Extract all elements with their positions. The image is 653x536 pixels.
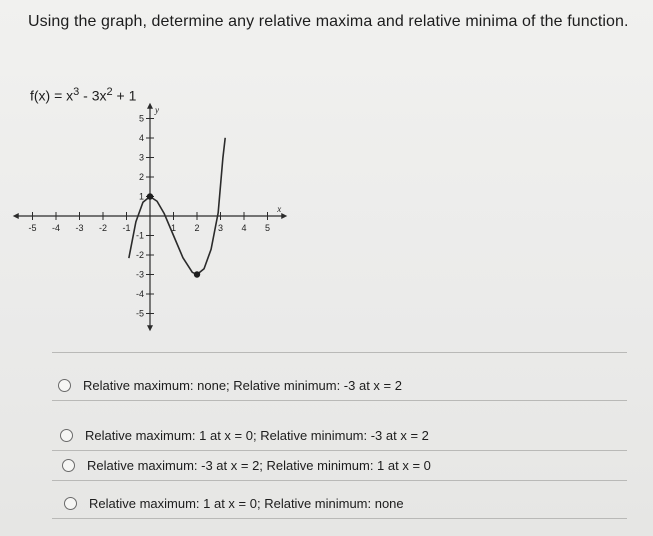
y-tick-label: 1 <box>138 191 144 202</box>
answer-option-1[interactable] <box>58 374 402 396</box>
y-axis-top-arrow <box>147 103 153 109</box>
answer-option-4-label: Relative maximum: 1 at x = 0; Relative minimum: none <box>89 495 404 511</box>
x-tick-label: 5 <box>264 223 271 233</box>
y-tick-label: -3 <box>135 269 144 280</box>
function-graph <box>28 104 282 330</box>
x-tick-label: 1 <box>170 223 177 233</box>
extremum-point <box>147 193 153 199</box>
x-axis-right-arrow <box>281 213 287 219</box>
radio-button-3[interactable] <box>62 459 75 472</box>
x-axis-label: x <box>277 204 282 214</box>
function-label <box>30 86 136 104</box>
radio-button-4[interactable] <box>64 497 77 510</box>
y-tick-label: -2 <box>135 250 144 260</box>
question-text: Using the graph, determine any relative maxima and relative minima of the function. <box>28 13 629 30</box>
answer-option-2[interactable] <box>60 424 429 446</box>
x-tick-label: 2 <box>194 223 200 233</box>
option-divider <box>52 480 627 481</box>
function-exponent-1: 3 <box>73 86 80 98</box>
y-tick-label: -5 <box>135 308 144 319</box>
y-tick-label: 2 <box>138 172 144 182</box>
option-divider <box>52 450 627 451</box>
option-divider <box>52 352 627 353</box>
answer-option-3[interactable] <box>62 454 431 476</box>
y-tick-label: 5 <box>138 113 144 124</box>
radio-button-1[interactable] <box>58 379 71 392</box>
x-tick-label: 3 <box>217 223 224 233</box>
x-tick-label: -3 <box>75 223 84 233</box>
function-middle: - 3x <box>79 87 107 104</box>
y-axis-bottom-arrow <box>147 325 153 331</box>
x-tick-label: -5 <box>28 223 37 233</box>
radio-button-2[interactable] <box>60 429 73 442</box>
y-tick-label: -1 <box>135 230 144 241</box>
option-divider <box>52 518 627 519</box>
y-axis-label: y <box>155 104 159 115</box>
answer-option-3-label: Relative maximum: -3 at x = 2; Relative minimum: 1 at x = 0 <box>87 457 431 473</box>
function-prefix: f(x) = x <box>30 87 74 104</box>
extremum-point <box>194 271 200 277</box>
x-tick-label: -2 <box>98 223 108 233</box>
x-tick-label: -1 <box>122 223 131 233</box>
answer-option-2-label: Relative maximum: 1 at x = 0; Relative minimum: -3 at x = 2 <box>85 427 429 443</box>
y-tick-label: 4 <box>138 133 144 143</box>
y-tick-label: -4 <box>135 289 144 299</box>
function-exponent-2: 2 <box>106 86 113 98</box>
answer-option-1-label: Relative maximum: none; Relative minimum: -3 at x = 2 <box>83 377 402 393</box>
y-tick-label: 3 <box>138 152 144 163</box>
answer-option-4[interactable] <box>64 492 404 514</box>
x-tick-label: 4 <box>241 223 247 233</box>
x-tick-label: -4 <box>51 223 61 233</box>
function-suffix: + 1 <box>112 87 137 104</box>
x-axis-left-arrow <box>13 213 19 219</box>
option-divider <box>52 400 627 401</box>
